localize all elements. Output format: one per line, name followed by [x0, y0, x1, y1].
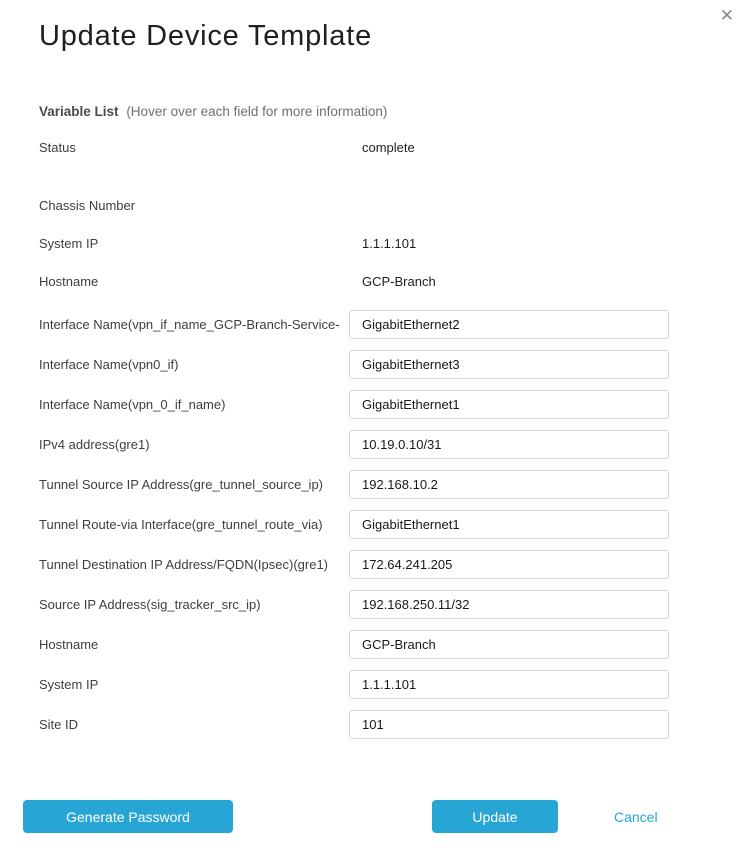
- field-input[interactable]: [349, 550, 669, 579]
- input-field-row: [39, 630, 752, 659]
- field-input[interactable]: [349, 510, 669, 539]
- input-field-row: [39, 310, 752, 339]
- field-label: Interface Name(vpn_0_if_name): [39, 397, 226, 412]
- static-field-row: [39, 128, 752, 166]
- field-input[interactable]: [349, 630, 669, 659]
- input-field-row: [39, 470, 752, 499]
- static-field-list: [39, 128, 752, 300]
- page-title: Update Device Template: [39, 20, 373, 52]
- input-field-list: [39, 310, 752, 739]
- static-field-row: [39, 224, 752, 262]
- input-field-row: [39, 350, 752, 379]
- field-label: Hostname: [39, 273, 99, 289]
- static-field-row: [39, 262, 752, 300]
- field-value: 1.1.1.101: [362, 235, 417, 251]
- input-field-row: [39, 510, 752, 539]
- input-field-row: [39, 670, 752, 699]
- variable-list-hint: (Hover over each field for more information): [126, 104, 388, 119]
- field-label: Site ID: [39, 717, 79, 732]
- field-label: Tunnel Route-via Interface(gre_tunnel_route_via): [39, 517, 323, 532]
- field-label: Source IP Address(sig_tracker_src_ip): [39, 597, 261, 612]
- input-field-row: [39, 590, 752, 619]
- field-label: System IP: [39, 677, 99, 692]
- input-field-row: [39, 550, 752, 579]
- field-input[interactable]: [349, 710, 669, 739]
- generate-password-button[interactable]: Generate Password: [23, 800, 233, 833]
- field-input[interactable]: [349, 430, 669, 459]
- update-button[interactable]: Update: [432, 800, 558, 833]
- input-field-row: [39, 710, 752, 739]
- variable-list-header: [39, 103, 752, 120]
- field-input[interactable]: [349, 470, 669, 499]
- variable-list-title: Variable List: [39, 104, 119, 119]
- field-label: System IP: [39, 235, 99, 251]
- field-label: Interface Name(vpn0_if): [39, 357, 179, 372]
- field-input[interactable]: [349, 310, 669, 339]
- field-label: Tunnel Destination IP Address/FQDN(Ipsec)(gre1): [39, 557, 329, 572]
- field-value: complete: [362, 139, 415, 155]
- input-field-row: [39, 390, 752, 419]
- field-label: Status: [39, 139, 76, 155]
- field-label: Tunnel Source IP Address(gre_tunnel_source_ip): [39, 477, 324, 492]
- field-value: GCP-Branch: [362, 273, 436, 289]
- field-input[interactable]: [349, 670, 669, 699]
- static-field-row: [39, 186, 752, 224]
- cancel-button[interactable]: Cancel: [614, 808, 658, 825]
- input-field-row: [39, 430, 752, 459]
- dialog-footer: [0, 800, 752, 833]
- field-label: Interface Name(vpn_if_name_GCP-Branch-Service-: [39, 317, 340, 332]
- field-label: Chassis Number: [39, 197, 136, 213]
- field-label: Hostname: [39, 637, 99, 652]
- field-input[interactable]: [349, 390, 669, 419]
- field-input[interactable]: [349, 590, 669, 619]
- field-input[interactable]: [349, 350, 669, 379]
- close-icon[interactable]: ✕: [718, 4, 736, 28]
- field-label: IPv4 address(gre1): [39, 437, 150, 452]
